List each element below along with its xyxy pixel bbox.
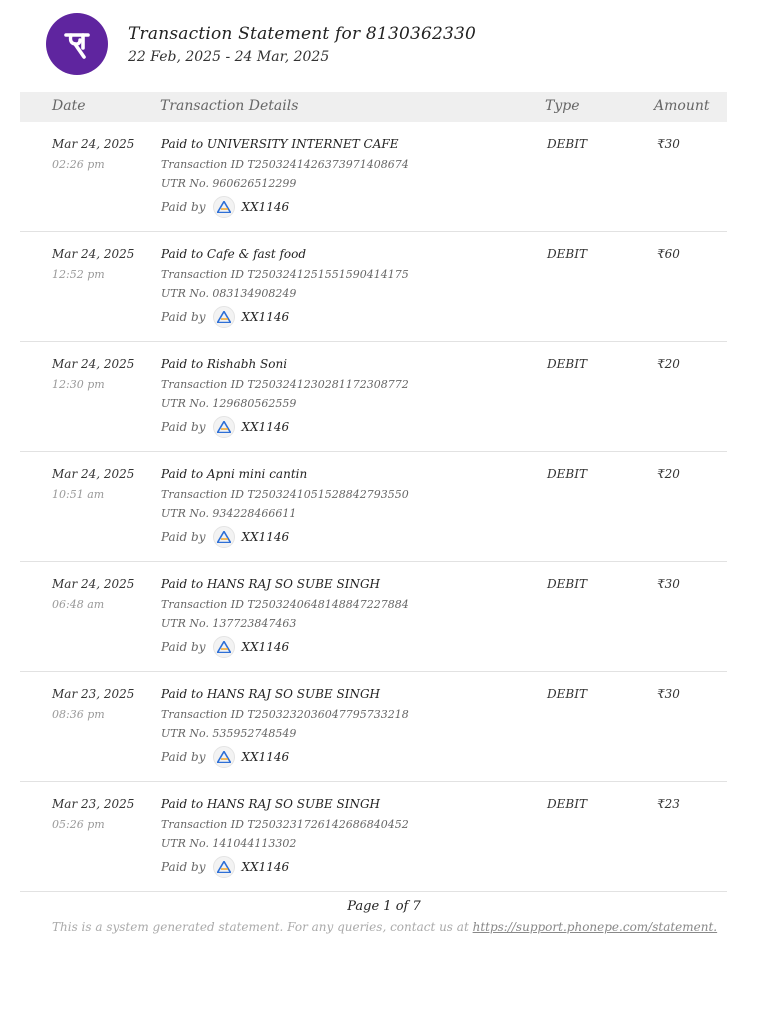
paid-by-label: Paid by [161, 420, 206, 434]
bank-account-icon [213, 526, 235, 548]
transaction-row [20, 782, 727, 892]
phonepe-logo [46, 13, 108, 75]
account-number: XX1146 [241, 200, 290, 214]
transaction-time: 12:30 pm [52, 378, 105, 391]
transaction-type: DEBIT [547, 247, 587, 261]
transaction-id: Transaction ID T2503241051528842793550 [161, 488, 409, 501]
phonepe-glyph-icon [60, 27, 94, 61]
bank-account-icon [213, 856, 235, 878]
transaction-row [20, 562, 727, 672]
footer-note [52, 920, 752, 934]
transaction-payee: Paid to Apni mini cantin [161, 467, 308, 481]
paid-by [161, 527, 289, 547]
paid-by-label: Paid by [161, 860, 206, 874]
paid-by [161, 857, 289, 877]
statement-title: Transaction Statement for 8130362330 [128, 24, 477, 44]
transaction-id: Transaction ID T2503241251551590414175 [161, 268, 409, 281]
transaction-payee: Paid to Cafe & fast food [161, 247, 307, 261]
transaction-row [20, 232, 727, 342]
transaction-utr: UTR No. 141044113302 [161, 837, 297, 850]
transaction-id: Transaction ID T2503241230281172308772 [161, 378, 409, 391]
table-header [20, 92, 727, 122]
transaction-row [20, 452, 727, 562]
transaction-row [20, 672, 727, 782]
transaction-utr: UTR No. 960626512299 [161, 177, 297, 190]
account-number: XX1146 [241, 860, 290, 874]
transaction-utr: UTR No. 934228466611 [161, 507, 297, 520]
bank-account-icon [213, 416, 235, 438]
bank-account-icon [213, 306, 235, 328]
statement-date-range: 22 Feb, 2025 - 24 Mar, 2025 [128, 49, 330, 65]
transaction-id: Transaction ID T2503241426373971408674 [161, 158, 409, 171]
transaction-utr: UTR No. 535952748549 [161, 727, 297, 740]
transaction-time: 02:26 pm [52, 158, 105, 171]
transaction-utr: UTR No. 129680562559 [161, 397, 297, 410]
transaction-date: Mar 24, 2025 [52, 137, 135, 151]
transaction-type: DEBIT [547, 687, 587, 701]
column-header-type: Type [545, 98, 580, 114]
paid-by-label: Paid by [161, 750, 206, 764]
transaction-type: DEBIT [547, 577, 587, 591]
transaction-payee: Paid to Rishabh Soni [161, 357, 288, 371]
transaction-amount: ₹30 [657, 137, 680, 151]
account-number: XX1146 [241, 640, 290, 654]
transaction-amount: ₹23 [657, 797, 680, 811]
transaction-type: DEBIT [547, 357, 587, 371]
transaction-amount: ₹30 [657, 577, 680, 591]
transaction-date: Mar 24, 2025 [52, 247, 135, 261]
footer-text: This is a system generated statement. For any queries, contact us at [52, 920, 469, 934]
transaction-time: 12:52 pm [52, 268, 105, 281]
paid-by-label: Paid by [161, 640, 206, 654]
page-number: Page 1 of 7 [347, 899, 421, 914]
transaction-amount: ₹30 [657, 687, 680, 701]
transaction-date: Mar 24, 2025 [52, 357, 135, 371]
transaction-payee: Paid to HANS RAJ SO SUBE SINGH [161, 687, 380, 701]
paid-by [161, 747, 289, 767]
paid-by-label: Paid by [161, 200, 206, 214]
column-header-details: Transaction Details [160, 98, 299, 114]
transaction-payee: Paid to UNIVERSITY INTERNET CAFE [161, 137, 399, 151]
transaction-row [20, 122, 727, 232]
account-number: XX1146 [241, 530, 290, 544]
transaction-type: DEBIT [547, 467, 587, 481]
support-link[interactable]: https://support.phonepe.com/statement. [472, 920, 718, 934]
transaction-amount: ₹20 [657, 467, 680, 481]
transaction-time: 08:36 pm [52, 708, 105, 721]
transaction-type: DEBIT [547, 137, 587, 151]
transaction-amount: ₹20 [657, 357, 680, 371]
transaction-payee: Paid to HANS RAJ SO SUBE SINGH [161, 577, 380, 591]
paid-by [161, 637, 289, 657]
transaction-utr: UTR No. 137723847463 [161, 617, 297, 630]
transaction-time: 05:26 pm [52, 818, 105, 831]
bank-account-icon [213, 196, 235, 218]
bank-account-icon [213, 746, 235, 768]
transaction-id: Transaction ID T2503232036047795733218 [161, 708, 409, 721]
transaction-amount: ₹60 [657, 247, 680, 261]
transaction-date: Mar 23, 2025 [52, 797, 135, 811]
transaction-row [20, 342, 727, 452]
transaction-date: Mar 24, 2025 [52, 467, 135, 481]
transaction-date: Mar 24, 2025 [52, 577, 135, 591]
transaction-type: DEBIT [547, 797, 587, 811]
transaction-id: Transaction ID T2503240648148847227884 [161, 598, 409, 611]
transaction-time: 06:48 am [52, 598, 105, 611]
paid-by [161, 197, 289, 217]
account-number: XX1146 [241, 750, 290, 764]
paid-by-label: Paid by [161, 530, 206, 544]
transaction-time: 10:51 am [52, 488, 105, 501]
paid-by [161, 307, 289, 327]
transaction-id: Transaction ID T2503231726142686840452 [161, 818, 409, 831]
transaction-list [20, 122, 727, 892]
transaction-date: Mar 23, 2025 [52, 687, 135, 701]
transaction-payee: Paid to HANS RAJ SO SUBE SINGH [161, 797, 380, 811]
account-number: XX1146 [241, 310, 290, 324]
bank-account-icon [213, 636, 235, 658]
column-header-amount: Amount [654, 98, 710, 114]
account-number: XX1146 [241, 420, 290, 434]
transaction-utr: UTR No. 083134908249 [161, 287, 297, 300]
paid-by-label: Paid by [161, 310, 206, 324]
statement-header [46, 14, 476, 74]
column-header-date: Date [52, 98, 86, 114]
paid-by [161, 417, 289, 437]
